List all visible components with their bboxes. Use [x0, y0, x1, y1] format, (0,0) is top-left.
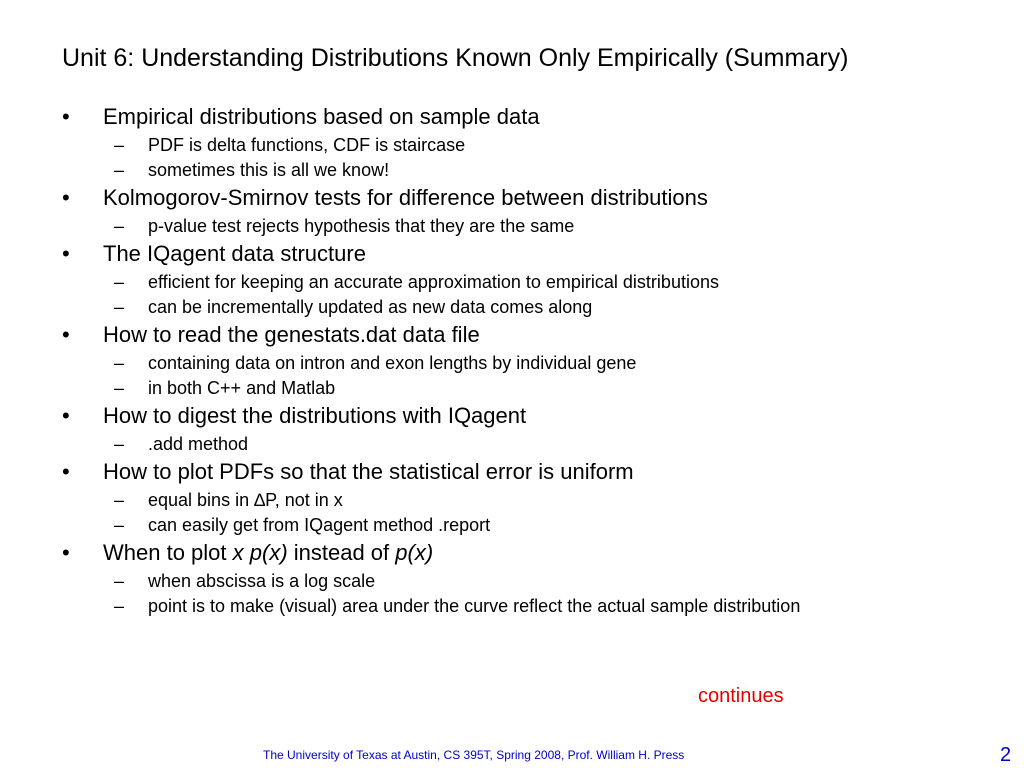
bullet-item: [62, 183, 962, 212]
bullet-group-1: [62, 102, 962, 181]
bullet-item: [62, 401, 962, 430]
bullet-text-part: When to plot: [103, 540, 233, 565]
bullet-marker: •: [62, 104, 70, 129]
bullet-text-italic: x p(x): [232, 540, 288, 565]
bullet-marker: •: [62, 540, 70, 565]
sub-bullet-marker: –: [114, 490, 125, 510]
bullet-item: [62, 239, 962, 268]
bullet-item: [62, 320, 962, 349]
sub-bullet-text: equal bins in ∆P, not in x: [148, 490, 343, 510]
sub-bullet-marker: –: [114, 378, 125, 398]
sub-bullet-marker: –: [114, 353, 125, 373]
bullet-text: How to digest the distributions with IQagent: [103, 403, 527, 428]
bullet-marker: •: [62, 185, 70, 210]
footer-credit: The University of Texas at Austin, CS 395T, Spring 2008, Prof. William H. Press: [263, 748, 685, 762]
sub-bullet-item: [62, 296, 962, 318]
sub-bullet-item: [62, 215, 962, 237]
bullet-group-3: [62, 239, 962, 318]
sub-bullet-text: can be incrementally updated as new data comes along: [148, 297, 593, 317]
sub-bullet-text: point is to make (visual) area under the curve reflect the actual sample distribution: [148, 596, 801, 616]
sub-bullet-item: [62, 570, 962, 592]
sub-bullet-text: can easily get from IQagent method .report: [148, 515, 491, 535]
sub-bullet-item: [62, 377, 962, 399]
continues-label: continues: [698, 685, 784, 707]
sub-bullet-marker: –: [114, 216, 125, 236]
bullet-item: [62, 102, 962, 131]
page-number: 2: [1000, 744, 1012, 766]
sub-bullet-text: .add method: [148, 434, 249, 454]
bullet-marker: •: [62, 403, 70, 428]
sub-bullet-marker: –: [114, 571, 125, 591]
sub-bullet-item: [62, 352, 962, 374]
sub-bullet-text: sometimes this is all we know!: [148, 160, 390, 180]
bullet-marker: •: [62, 322, 70, 347]
sub-bullet-marker: –: [114, 160, 125, 180]
sub-bullet-item: [62, 595, 962, 617]
sub-bullet-item: [62, 433, 962, 455]
bullet-text: How to plot PDFs so that the statistical error is uniform: [103, 459, 634, 484]
sub-bullet-marker: –: [114, 515, 125, 535]
sub-bullet-marker: –: [114, 434, 125, 454]
bullet-text: The IQagent data structure: [103, 241, 366, 266]
bullet-group-7: [62, 538, 962, 617]
bullet-text-italic: p(x): [395, 540, 434, 565]
bullet-marker: •: [62, 459, 70, 484]
bullet-list: [62, 102, 962, 619]
sub-bullet-item: [62, 271, 962, 293]
bullet-text: How to read the genestats.dat data file: [103, 322, 480, 347]
sub-bullet-marker: –: [114, 596, 125, 616]
bullet-item: [62, 457, 962, 486]
sub-bullet-text: PDF is delta functions, CDF is staircase: [148, 135, 466, 155]
sub-bullet-item: [62, 489, 962, 511]
sub-bullet-text: when abscissa is a log scale: [148, 571, 376, 591]
slide-title: Unit 6: Understanding Distributions Known Only Empirically (Summary): [62, 44, 849, 72]
sub-bullet-marker: –: [114, 135, 125, 155]
sub-bullet-marker: –: [114, 297, 125, 317]
sub-bullet-text: efficient for keeping an accurate approximation to empirical distributions: [148, 272, 719, 292]
bullet-item: [62, 538, 962, 567]
sub-bullet-marker: –: [114, 272, 125, 292]
bullet-group-2: [62, 183, 962, 237]
bullet-text: Kolmogorov-Smirnov tests for difference between distributions: [103, 185, 708, 210]
bullet-group-5: [62, 401, 962, 455]
bullet-text-part: instead of: [287, 540, 396, 565]
sub-bullet-item: [62, 514, 962, 536]
sub-bullet-text: p-value test rejects hypothesis that they are the same: [148, 216, 575, 236]
bullet-text: Empirical distributions based on sample data: [103, 104, 540, 129]
sub-bullet-text: in both C++ and Matlab: [148, 378, 336, 398]
sub-bullet-item: [62, 134, 962, 156]
bullet-group-4: [62, 320, 962, 399]
sub-bullet-item: [62, 159, 962, 181]
sub-bullet-text: containing data on intron and exon lengths by individual gene: [148, 353, 637, 373]
bullet-group-6: [62, 457, 962, 536]
bullet-marker: •: [62, 241, 70, 266]
